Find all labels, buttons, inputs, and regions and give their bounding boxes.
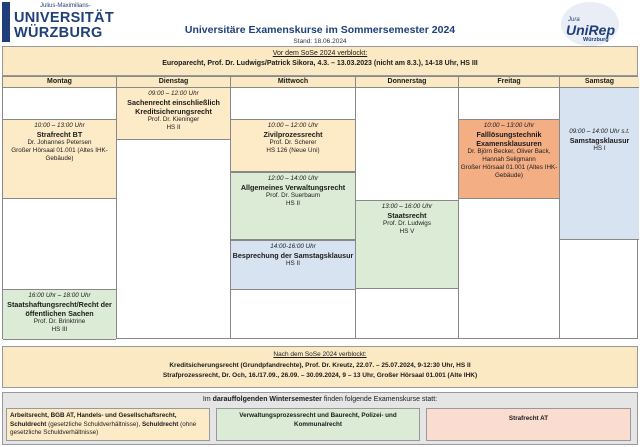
page-title: Universitäre Examenskurse im Sommersemester 2024 [184, 24, 456, 36]
course-name: Zivilprozessrecht [263, 130, 323, 139]
course-time: 12:00 – 14:00 Uhr [267, 175, 319, 182]
column-dienstag [117, 77, 231, 338]
column-montag [3, 77, 117, 338]
course-time: 10:00 – 13:00 Uhr [483, 122, 535, 129]
course-prof: Prof. Dr. Brinktrine [33, 318, 86, 325]
course-name: Falllösungstechnik Examensklausuren [476, 130, 542, 148]
course-name: Staatsrecht [387, 211, 427, 220]
day-header: Dienstag [117, 77, 230, 88]
logo-unirep: UniRep [566, 22, 615, 38]
logo-jura: Jura [568, 17, 580, 23]
winter-bold: darauffolgenden Wintersemester [212, 396, 322, 403]
winter-box1-norm2: (ohne gesetzliche Schuldverhältnisse) [10, 420, 197, 436]
after-label: Nach dem SoSe 2024 verblockt: [273, 351, 367, 358]
winter-box2-text: Verwaltungsprozessrecht und Baurecht, Polizei- und Kommunalrecht [239, 412, 397, 428]
course-name: Besprechung der Samstagsklausur [232, 251, 354, 260]
column-freitag [459, 77, 560, 338]
course-prof: Prof. Dr. Scherer [269, 139, 317, 146]
winter-semester-box [2, 392, 638, 445]
course-prof: Prof. Dr. Ludwigs [383, 220, 431, 227]
course-zivilprozessrecht [231, 119, 355, 172]
course-falllösungstechnik [459, 119, 559, 199]
course-prof: Dr. Johannes Petersen [27, 139, 92, 146]
logo-small-text: Julius-Maximilians- [40, 3, 91, 9]
winter-post: finden folgende Examenskurse statt: [323, 396, 438, 403]
course-room: HS II [166, 124, 181, 131]
day-header: Donnerstag [356, 77, 458, 88]
unirep-logo [558, 2, 624, 46]
course-staatshaftungsrecht [3, 289, 116, 340]
course-time: 09:00 – 12:00 Uhr [148, 90, 199, 97]
course-time: 16:00 Uhr – 18:00 Uhr [28, 292, 91, 299]
before-course: Europarecht, Prof. Dr. Ludwigs/Patrick Sikora, 4.3. – 13.03.2023 (nicht am 8.3.), 14-18 Uhr, HS III [162, 60, 478, 67]
course-prof: Dr. Björn Becker, Oliver Back, Hannah Seligmann [467, 148, 551, 163]
course-room: Großer Hörsaal 01.001 (Altes IHK-Gebäude) [460, 164, 558, 179]
course-name: Allgemeines Verwaltungsrecht [240, 183, 346, 192]
logo-city: Würzburg [583, 37, 609, 43]
column-samstag [560, 77, 639, 338]
course-prof: Prof. Dr. Suerbaum [266, 192, 320, 199]
stand-date: Stand: 18.06.2024 [293, 38, 347, 45]
after-course-2: Strafprozessrecht, Dr. Och, 16./17.09., 26.09. – 30.09.2024, 9 – 13 Uhr, Großer Hörsaal 01.001 (Alte IHK) [162, 372, 478, 379]
logo-wuerzburg: WÜRZBURG [14, 25, 103, 41]
course-staatsrecht [356, 200, 458, 289]
after-semester-box [2, 346, 638, 388]
column-mittwoch [231, 77, 356, 338]
course-prof: Prof. Dr. Kieninger [147, 116, 200, 123]
course-samstagsklausur [560, 87, 639, 240]
course-name: Sachenrecht einschließlich Kreditsicherungsrecht [127, 98, 220, 116]
course-name: Staatshaftungsrecht/Recht der öffentlichen Sachen [7, 300, 112, 318]
day-header: Freitag [459, 77, 559, 88]
course-sachenrecht [117, 87, 230, 140]
winter-box1-bold2: Schuldrecht [141, 420, 179, 428]
course-room: HS 126 (Neue Uni) [266, 147, 320, 154]
winter-course-box-1 [6, 408, 210, 441]
course-time: 10:00 – 12:00 Uhr [267, 122, 319, 129]
course-time: 13:00 – 16:00 Uhr [381, 203, 433, 210]
timetable [2, 76, 638, 339]
winter-heading [3, 396, 637, 403]
before-label: Vor dem SoSe 2024 verblockt: [272, 50, 368, 57]
after-course-1: Kreditsicherungsrecht (Grundpfandrechte), Prof. Dr. Kreutz, 22.07. – 25.07.2024, 9-12:30 Uhr, HS II [169, 362, 471, 369]
winter-course-box-3 [426, 408, 631, 441]
course-room: Großer Hörsaal 01.001 (Altes IHK-Gebäude) [11, 147, 108, 162]
course-time: 10:00 – 13:00 Uhr [34, 122, 85, 129]
winter-course-box-2 [216, 408, 420, 441]
course-besprechung [231, 240, 355, 290]
day-header: Montag [3, 77, 116, 88]
day-header: Samstag [560, 77, 639, 88]
course-room: HS V [399, 228, 415, 235]
logo-universitaet: UNIVERSITÄT [14, 10, 114, 26]
course-room: HS I [593, 145, 606, 152]
winter-box3-text: Strafrecht AT [508, 415, 549, 422]
course-time: 09:00 – 14:00 Uhr s.t. [569, 128, 630, 135]
course-room: HS II [286, 200, 300, 207]
course-room: HS II [286, 260, 300, 267]
winter-pre: Im [202, 396, 211, 403]
course-room: HS III [51, 326, 68, 333]
winter-box1-bold1: Arbeitsrecht, BGB AT, Handels- und Gesellschaftsrecht, Schuldrecht [10, 412, 177, 428]
course-strafrecht-bt [3, 119, 116, 199]
column-donnerstag [356, 77, 459, 338]
course-time: 14:00-16:00 Uhr [270, 243, 316, 250]
course-name: Samstagsklausur [569, 136, 630, 145]
day-header: Mittwoch [231, 77, 355, 88]
logo-band [2, 2, 10, 42]
before-semester-box [2, 46, 638, 76]
winter-box1-norm1: (gesetzliche Schuldverhältnisse), [48, 420, 141, 428]
university-logo [2, 2, 122, 42]
course-allg-verwaltungsrecht [231, 172, 355, 240]
course-name: Strafrecht BT [36, 130, 83, 139]
